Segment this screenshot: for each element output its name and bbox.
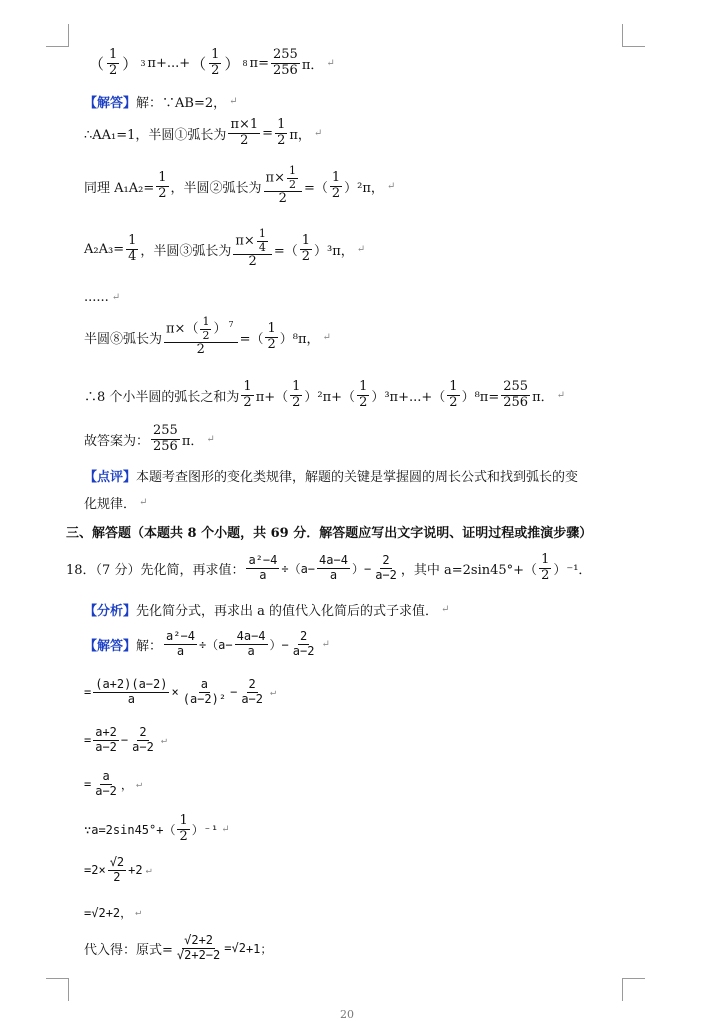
page-number: 20 — [340, 1008, 354, 1021]
solution-step-1: 【解答】 解： $\frac{\text{a²−4}}{a}$ ÷（a− $\frac{4a-4}{a}$ ）− $\frac{2}{a-2}$ ↵ — [84, 629, 330, 658]
formula-line-4: 同理 A₁A₂= $\frac{1}{2}$ ，半圆②弧长为 π× $\frac{1}{2}$ 2 =（ $\frac{1}{2}$ ）²π， ↵ — [84, 164, 396, 207]
comment-line-1: 【点评】 本题考查图形的变化类规律，解题的关键是掌握圆的周长公式和找到弧长的变 — [84, 466, 578, 485]
solution-step-4: = $\frac{a}{a-2}$ ， ↵ — [84, 769, 142, 798]
solution-step-5: ∵a=2sin45°+（ $\frac{1}{2}$ ）⁻¹ ↵ — [84, 813, 230, 844]
analysis-line: 【分析】 先化简分式，再求出 a 的值代入化简后的式子求值． ↵ — [84, 600, 449, 619]
solution-step-6: =2× $\frac{√2}{2}$ +2 ↵ — [84, 855, 152, 884]
fraction-255-256: $\frac{255}{256}$ — [272, 47, 298, 78]
formula-line-8: ∴8 个小半圆的弧长之和为 $\frac{1}{2}$ π+（ $\frac{1}{2}$ ）²π+（ $\frac{1}{2}$ ）³π+...+（ $\frac{1}{2}$ ）⁸π= $\frac{255}{256}$ π． ↵ — [84, 379, 565, 410]
solution-step-7: = √2 +2， ↵ — [84, 905, 142, 920]
solution-step-8: 代入得：原式= $\frac{√2+2}{√2+2-2}$ = √2 +1； — [84, 933, 273, 962]
ellipsis-line: ...... ↵ — [84, 290, 121, 305]
corner-mark-top-left — [46, 24, 69, 47]
comment-tag: 【点评】 — [84, 470, 137, 485]
fraction-half: $\frac{1}{2}$ — [109, 47, 118, 78]
formula-line-1: （ $\frac{1}{2}$ ） 3 π+...+ （ $\frac{1}{2}$ ） 8 π= $\frac{255}{256}$ π． ↵ — [89, 47, 335, 78]
formula-line-3: ∴AA₁=1，半圆①弧长为 $\frac{\pi\times 1}{2}$ = $\frac{1}{2}$ π， ↵ — [84, 117, 323, 148]
question-18: 18．（7 分）先化简，再求值： $\frac{\text{a²−4}}{a}$ ÷（a− $\frac{4a-4}{a}$ ）− $\frac{2}{a-2}$ ，其中 a=2sin45°+（ $\frac{1}{2}$ ）⁻¹． — [66, 552, 592, 583]
analysis-tag: 【分析】 — [84, 604, 137, 619]
solution-header: 【解答】 解：∵AB=2， ↵ — [84, 92, 238, 111]
corner-mark-bottom-right — [622, 978, 645, 1001]
section-title: 三、解答题（本题共 8 个小题，共 69 分．解答题应写出文字说明、证明过程或推演步骤） — [66, 526, 593, 541]
corner-mark-bottom-left — [46, 978, 69, 1001]
answer-line: 故答案为： $\frac{255}{256}$ π． ↵ — [84, 423, 215, 454]
solution-step-3: = $\frac{a+2}{a-2}$ − $\frac{2}{a-2}$ ↵ — [84, 725, 167, 754]
corner-mark-top-right — [622, 24, 645, 47]
formula-line-5: A₂A₃= $\frac{1}{4}$ ，半圆③弧长为 π× $\frac{1}{4}$ 2 =（ $\frac{1}{2}$ ）³π， ↵ — [84, 227, 366, 270]
formula-line-7: 半圆⑧弧长为 π×（ $\frac{1}{2}$ ） $^7$ 2 =（ $\frac{1}{2}$ ）⁸π， ↵ — [84, 315, 331, 358]
solution-step-2: = $\frac{(a+2)(a-2)}{a}$ × $\frac{a}{\text{(a−2)²}}$ − $\frac{2}{a-2}$ ↵ — [84, 677, 277, 706]
comment-line-2: 化规律． ↵ — [84, 497, 148, 512]
solution-tag: 【解答】 — [84, 96, 137, 111]
